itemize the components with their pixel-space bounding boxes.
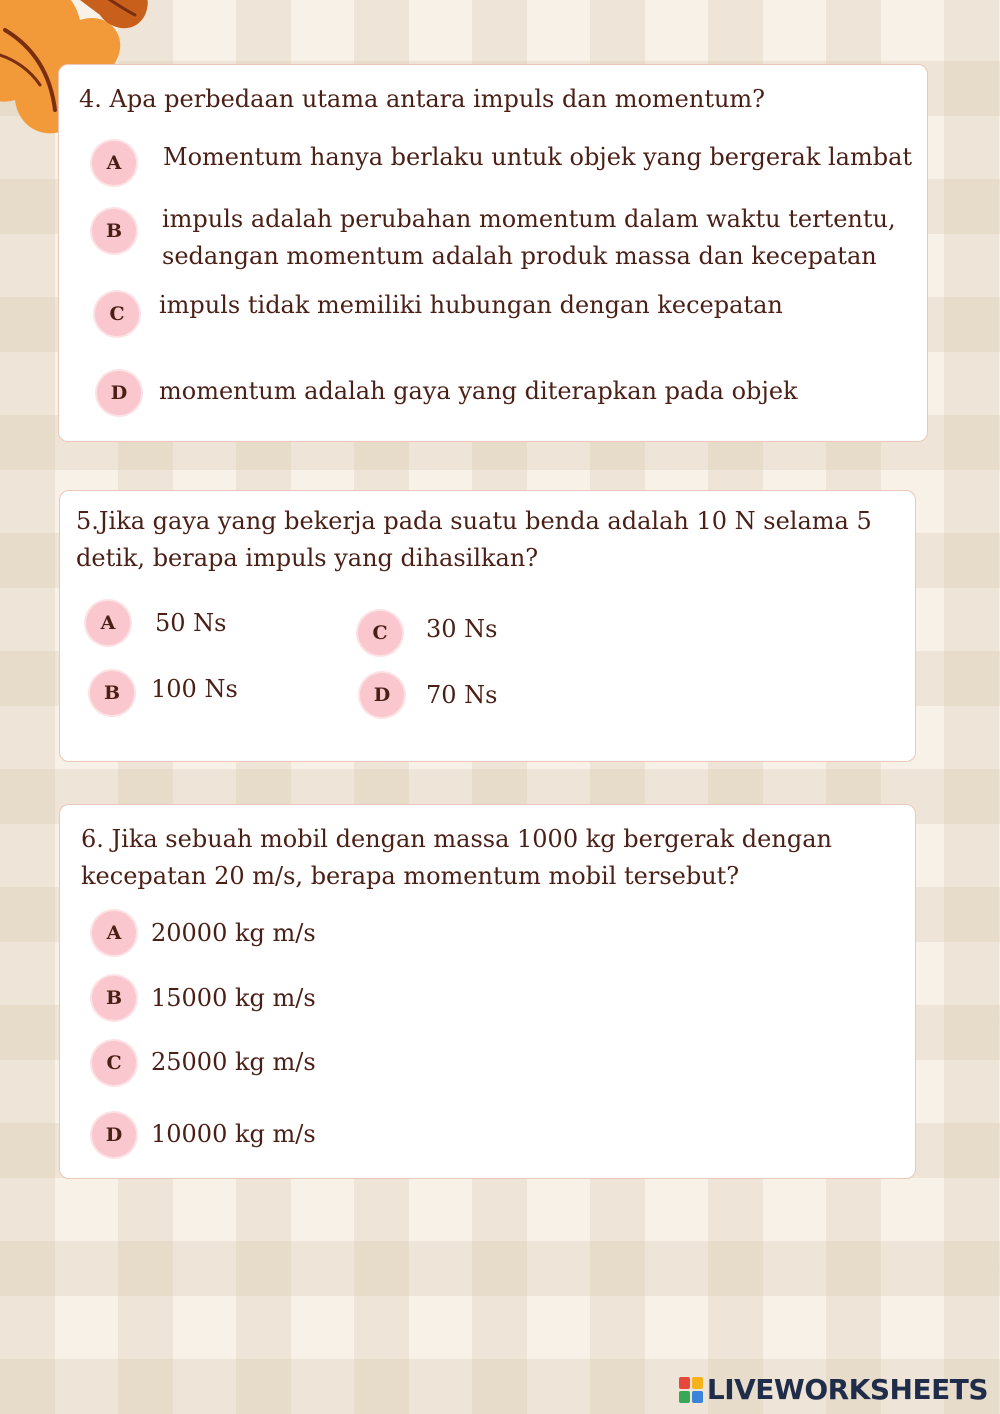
option-badge-c[interactable]: C: [92, 1041, 136, 1085]
option-badge-d[interactable]: D: [360, 673, 404, 717]
question-text: 5.Jika gaya yang bekerja pada suatu benda adalah 10 N selama 5 detik, berapa impuls yang dihasilkan?: [76, 507, 872, 572]
option-badge-d[interactable]: D: [92, 1113, 136, 1157]
liveworksheets-brand: [679, 1373, 988, 1406]
brand-name: LIVEWORKSHEETS: [706, 1373, 988, 1406]
option-badge-c[interactable]: C: [358, 611, 402, 655]
option-text-b: 100 Ns: [151, 675, 238, 703]
option-badge-b[interactable]: B: [92, 976, 136, 1020]
option-text-a: Momentum hanya berlaku untuk objek yang bergerak lambat: [163, 143, 913, 171]
option-text-c: impuls tidak memiliki hubungan dengan kecepatan: [159, 291, 783, 319]
liveworksheets-logo-icon: [679, 1377, 703, 1403]
option-badge-c[interactable]: C: [95, 292, 139, 336]
question-card-6: [59, 804, 916, 1179]
option-badge-b[interactable]: B: [92, 209, 136, 253]
option-text-c: 30 Ns: [426, 615, 498, 643]
option-text-d: 70 Ns: [426, 681, 498, 709]
option-text-b: impuls adalah perubahan momentum dalam waktu tertentu, sedangan momentum adalah produk massa dan kecepatan: [162, 205, 896, 270]
question-text: 6. Jika sebuah mobil dengan massa 1000 kg bergerak dengan kecepatan 20 m/s, berapa momentum mobil tersebut?: [81, 825, 832, 890]
option-badge-b[interactable]: B: [90, 671, 134, 715]
question-card-4: [58, 64, 928, 442]
option-badge-a[interactable]: A: [92, 911, 136, 955]
option-badge-a[interactable]: A: [92, 141, 136, 185]
question-card-5: [59, 490, 916, 762]
option-text-a: 50 Ns: [155, 609, 227, 637]
option-badge-d[interactable]: D: [97, 371, 141, 415]
option-text-c: 25000 kg m/s: [151, 1048, 316, 1076]
question-text: 4. Apa perbedaan utama antara impuls dan momentum?: [79, 85, 766, 113]
option-text-d: 10000 kg m/s: [151, 1120, 316, 1148]
option-badge-a[interactable]: A: [86, 601, 130, 645]
option-text-a: 20000 kg m/s: [151, 919, 316, 947]
option-text-d: momentum adalah gaya yang diterapkan pada objek: [159, 377, 798, 405]
option-text-b: 15000 kg m/s: [151, 984, 316, 1012]
